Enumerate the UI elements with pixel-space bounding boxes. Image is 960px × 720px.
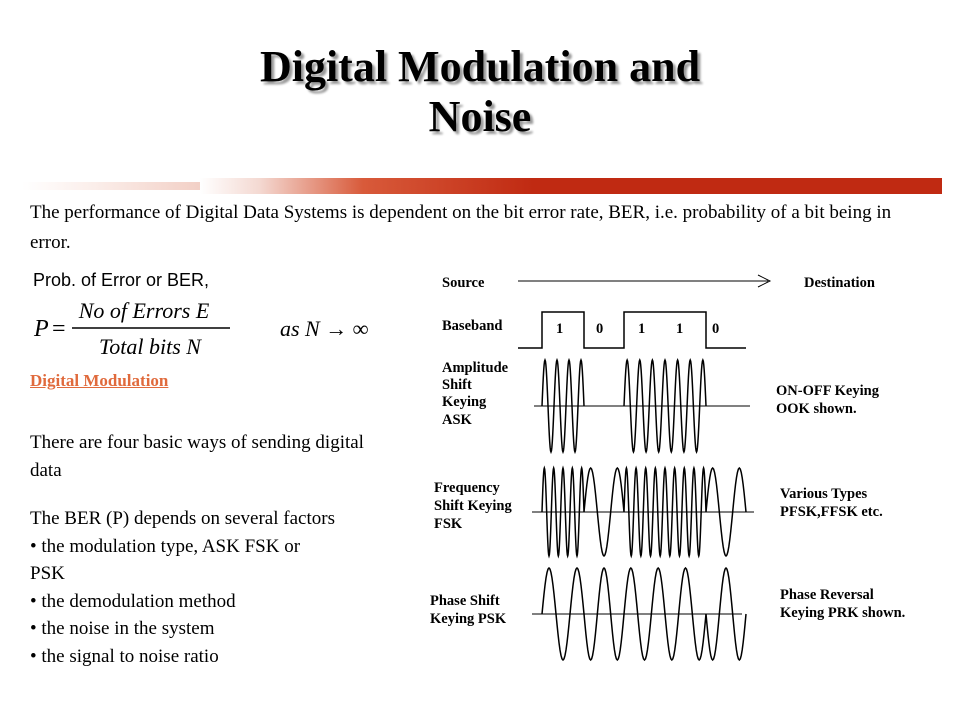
title-line-2: Noise: [428, 92, 532, 141]
ask-note: [776, 383, 880, 417]
bit-3: 1: [638, 321, 646, 337]
title-line-1: Digital Modulation and: [259, 42, 701, 91]
factor-item: • the signal to noise ratio: [30, 645, 219, 667]
svg-text:Phase Shift: Phase Shift: [430, 593, 500, 609]
svg-text:Shift Keying: Shift Keying: [434, 498, 512, 514]
title-divider-bar: [200, 178, 942, 194]
factor-item: • the modulation type, ASK FSK or: [30, 535, 301, 557]
svg-text:ASK: ASK: [442, 412, 472, 428]
svg-text:Phase Reversal: Phase Reversal: [780, 587, 874, 603]
svg-text:Amplitude: Amplitude: [442, 360, 509, 376]
svg-text:Shift: Shift: [442, 377, 472, 393]
bit-4: 1: [676, 321, 684, 337]
slide-title: [0, 42, 960, 142]
psk-note: [780, 587, 905, 621]
ask-waveform: [542, 360, 706, 452]
fsk-label: [434, 480, 512, 532]
svg-text:Keying PRK shown.: Keying PRK shown.: [780, 605, 906, 621]
svg-text:Keying: Keying: [442, 394, 487, 410]
formula-p: P: [34, 316, 49, 342]
factor-item: • the noise in the system: [30, 618, 215, 639]
four-ways-text: There are four basic ways of sending digital data: [30, 432, 364, 481]
source-label: Source: [442, 275, 485, 291]
bit-1: 1: [556, 321, 564, 337]
svg-text:Various Types: Various Types: [780, 486, 868, 502]
destination-label: Destination: [804, 275, 875, 291]
factor-item: PSK: [30, 563, 65, 584]
formula-numerator: No of Errors E: [78, 298, 210, 323]
formula-denominator: Total bits N: [99, 334, 201, 359]
formula-eq: =: [52, 316, 66, 342]
digital-modulation-link[interactable]: Digital Modulation: [30, 371, 169, 390]
svg-text:Keying PSK: Keying PSK: [430, 611, 507, 627]
formula-limit: as N → ∞: [280, 316, 369, 341]
svg-text:ON-OFF Keying: ON-OFF Keying: [776, 383, 879, 399]
ask-label: [442, 360, 509, 428]
svg-text:FSK: FSK: [434, 516, 463, 532]
svg-text:PFSK,FFSK etc.: PFSK,FFSK etc.: [780, 504, 883, 520]
ber-label: Prob. of Error or BER,: [33, 270, 210, 290]
bit-5: 0: [712, 321, 720, 337]
intro-text: The performance of Digital Data Systems is dependent on the bit error rate, BER, i.e. probability of a bit being in error.: [30, 202, 892, 253]
modulation-diagram: [420, 262, 940, 702]
baseband-label: Baseband: [442, 318, 503, 334]
divider-fade: [22, 182, 202, 190]
psk-label: [430, 593, 507, 627]
svg-text:Frequency: Frequency: [434, 480, 500, 496]
svg-text:OOK shown.: OOK shown.: [776, 401, 857, 417]
factors-heading: The BER (P) depends on several factors: [30, 508, 335, 529]
fsk-note: [780, 486, 883, 520]
factors-block: [30, 505, 420, 670]
ber-formula: [30, 296, 410, 360]
factor-item: • the demodulation method: [30, 590, 236, 612]
bit-2: 0: [596, 321, 604, 337]
